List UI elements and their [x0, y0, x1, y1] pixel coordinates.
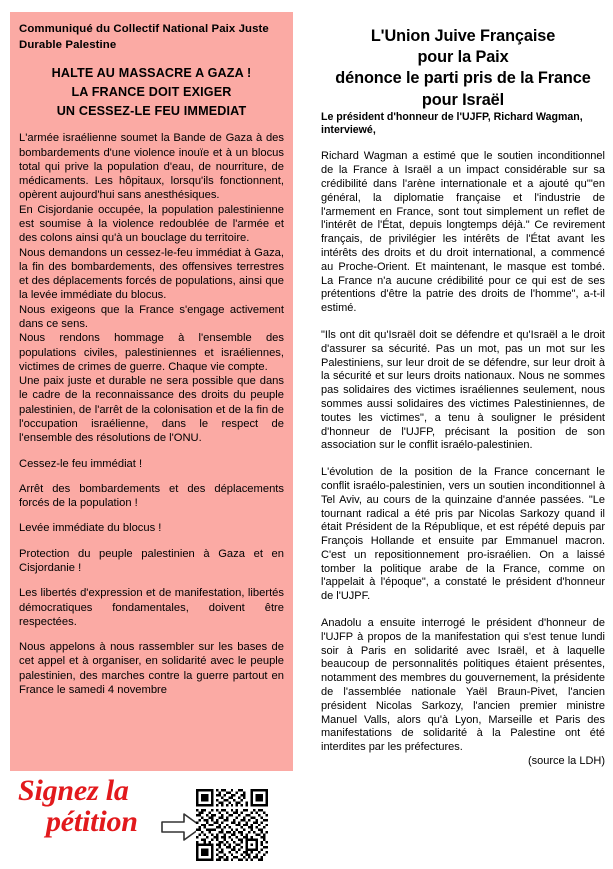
body-paragraph: Une paix juste et durable ne sera possible que dans le cadre de la reconnaissance des droits du peuple palestinien, de l'arrêt de la colonisation et de la fin de l'occupation israélienne, dans le respect de l'ensemble des résolutions de l'ONU.: [19, 375, 284, 445]
article-title-line-1: L'Union Juive Française: [370, 27, 556, 45]
headline-block: [19, 64, 284, 121]
demand-item: Cessez-le feu immédiat !: [19, 457, 143, 470]
communique-header: Communiqué du Collectif National Paix Juste Durable Palestine: [19, 23, 269, 51]
article-title-line-2: pour la Paix: [417, 48, 509, 67]
article-title-line-4: pour Israël: [421, 90, 505, 109]
communique-body: [19, 131, 284, 697]
headline-line-3: UN CESSEZ-LE FEU IMMEDIAT: [56, 104, 247, 119]
communique-panel: [10, 12, 293, 771]
article-source: (source la LDH): [527, 755, 605, 768]
petition-label-line-2: pétition: [46, 805, 138, 839]
demand-item: Protection du peuple palestinien à Gaza et en Cisjordanie !: [19, 547, 284, 574]
article-title-line-3: dénonce le parti pris de la France: [335, 69, 591, 88]
article-paragraph: L'évolution de la position de la France concernant le conflit israélo-palestinien, vers un soutien inconditionnel à Tel Aviv, au cours de la quinzaine d'année passées. "Le tournant radical a été pris par Nicolas Sarkozy quand il était Président de la République, et est répété depuis par François Hollande et ensuite par Emmanuel macron. C'est un repositionnement pro-israélien. On a laissé tomber la politique arabe de la France, comme on l'appelait à l'époque", a constaté le président d'honneur de l'UJPF.: [321, 466, 605, 603]
article-paragraph: Anadolu a ensuite interrogé le président d'honneur de l'UJFP à propos de la manifestation qui s'est tenue lundi soir à Paris en solidarité avec Israël, et à laquelle beaucoup de personnalités politiques étaient présentes, notamment des membres du gouvernement, la présidente de l'assemblée nationale Yaël Braun-Pivet, l'ancien président Nicolas Sarkozy, l'ancien premier ministre Manuel Valls, alors qu'à Lyon, Marseille et Paris des manifestations de solidarité à la Palestine ont été interdites par les préfectures.: [321, 617, 605, 754]
demand-item: Arrêt des bombardements et des déplacements forcés de la population !: [19, 482, 284, 510]
headline-line-2: LA FRANCE DOIT EXIGER: [71, 85, 232, 100]
demand-item: Les libertés d'expression et de manifestation, libertés démocratiques fondamentales, doivent être respectées.: [19, 587, 284, 628]
demand-item: Levée immédiate du blocus !: [19, 522, 162, 535]
body-paragraph: Nous demandons un cessez-le-feu immédiat à Gaza, la fin des bombardements, des offensives terrestres et des déplacements forcés de populations, ainsi que la levée immédiate du blocus.: [19, 246, 284, 302]
right-column: [313, 0, 613, 869]
article-intro: Le président d'honneur de l'UJFP, Richard Wagman, interviewé,: [321, 110, 583, 137]
body-paragraph: Nous exigeons que la France s'engage activement dans ce sens.: [19, 303, 284, 331]
qr-code-icon[interactable]: [196, 789, 268, 861]
body-paragraph: L'armée israélienne soumet la Bande de Gaza à des bombardements d'une violence inouïe et à un blocus total qui prive la population d'eau, de nourriture, de médicaments. Les hôpitaux, lorsqu'ils fonctionnent, opèrent aujourd'hui sans anesthésiques.: [19, 132, 284, 202]
article-paragraph: "Ils ont dit qu'Israël doit se défendre et qu'Israël a le droit d'assurer sa sécurité. Pas un mot, pas un mot sur les Palestiniens, sur leur droit de se défendre, sur leur droit à la sécurité et sur leurs droits nationaux. Nous ne sommes pas solidaires des victimes israéliennes seulement, nous sommes aussi solidaires des victimes Palestiniennes, de toutes les victimes", a tenu à souligner le président d'honneur de l'UJFP, précisant la position de son association sur le conflit israélo-palestinien.: [321, 328, 605, 452]
left-column: [0, 0, 306, 869]
article-title: [315, 26, 611, 111]
article-body: [321, 111, 605, 769]
call-to-action: Nous appelons à nous rassembler sur les bases de cet appel et à organiser, en solidarité avec le peuple palestinien, des marches contre la guerre partout en France le samedi 4 novembre: [19, 641, 284, 696]
body-paragraph: En Cisjordanie occupée, la population palestinienne est soumise à la violence redoublée de l'armée et des colons ainsi qu'à un bouclage du territoire.: [19, 203, 284, 245]
body-paragraph: Nous rendons hommage à l'ensemble des populations civiles, palestiniennes et israéliennes, victimes de crimes de guerre. Chaque vie compte.: [19, 332, 284, 373]
article-paragraph: Richard Wagman a estimé que le soutien inconditionnel de la France à Israël a un impact considérable sur sa crédibilité dans l'arène internationale et a ajouté qu'"en général, la diplomatie française et l'industrie de l'armement en France, sont tout simplement un reflet de l'intérêt de l'État, depuis longtemps déjà." Ce revirement français, de privilégier les intérêts de l'État avant les intérêts des droits et du droit international, a commencé au Proche-Orient. Et maintenant, le masque est tombé. La France n'a aucune crédibilité pour ce qui est de ses prétentions d'être la patrie des droits de l'homme", a-t-il estimé.: [321, 150, 605, 315]
headline-line-1: HALTE AU MASSACRE A GAZA !: [51, 65, 252, 80]
petition-label-line-1: Signez la: [18, 774, 129, 807]
